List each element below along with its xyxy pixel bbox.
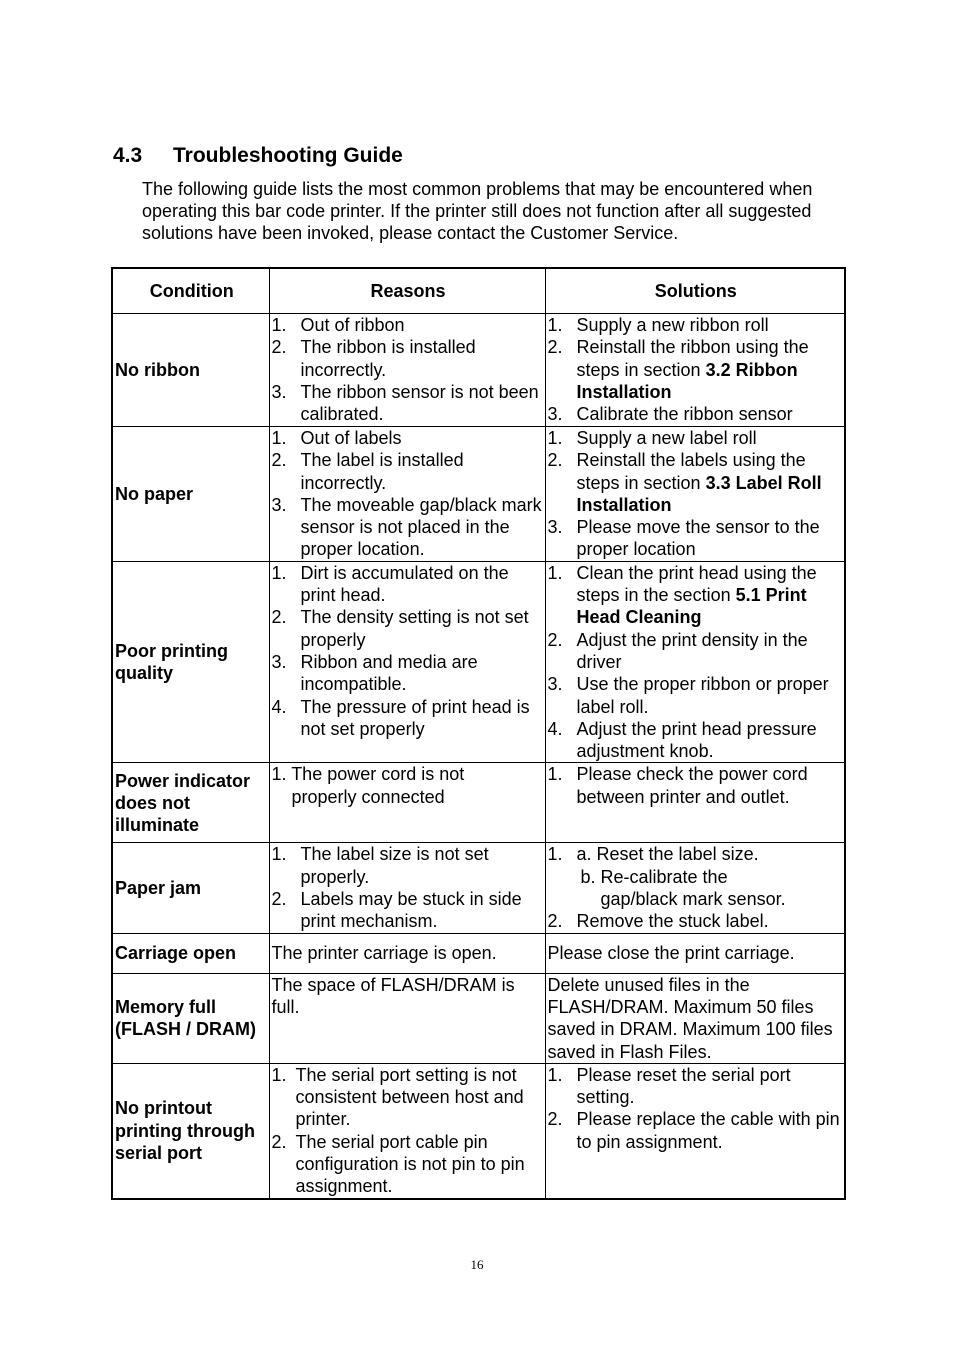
list-item: 1. Please reset the serial port setting. — [547, 1064, 791, 1108]
list-item: 1. The label size is not set properly. — [271, 844, 489, 887]
table-row — [112, 427, 845, 562]
table-row — [112, 933, 845, 973]
table-row — [112, 973, 845, 1063]
section-heading — [113, 144, 403, 168]
list-item: 3. Use the proper ribbon or proper label roll. — [547, 674, 829, 717]
list-item: 1. Out of labels — [271, 428, 402, 448]
list-item: 4. The pressure of print head is not set properly — [271, 696, 530, 739]
list-item: 2. Adjust the print density in the driver — [547, 629, 808, 672]
table-row — [112, 561, 845, 763]
list-item: 1. Dirt is accumulated on the print head. — [271, 562, 509, 606]
header-reasons: Reasons — [269, 268, 545, 314]
list-item: 1. Please check the power cord between printer and outlet. — [547, 764, 808, 807]
condition-cell: No printout printing through serial port — [112, 1063, 269, 1198]
header-solutions: Solutions — [545, 268, 845, 314]
reasons-cell — [269, 1063, 545, 1198]
condition-cell: Memory full (FLASH / DRAM) — [112, 973, 269, 1063]
list-item: 1. Supply a new ribbon roll — [547, 315, 769, 335]
condition-cell: No paper — [112, 427, 269, 562]
list-item: 2. Reinstall the ribbon using the steps in section 3.2 Ribbon Installation — [547, 337, 809, 402]
troubleshooting-table — [111, 267, 846, 1200]
condition-cell: No ribbon — [112, 314, 269, 427]
list-item: 3. The moveable gap/black mark sensor is not placed in the proper location. — [271, 494, 542, 560]
solutions-cell — [545, 843, 845, 933]
solutions-cell — [545, 763, 845, 843]
reasons-cell — [269, 843, 545, 933]
page-number: 16 — [470, 1257, 484, 1272]
list-item: 2. Please replace the cable with pin to pin assignment. — [547, 1109, 840, 1152]
list-item: 3. Calibrate the ribbon sensor — [547, 404, 793, 425]
list-item: 4. Adjust the print head pressure adjustment knob. — [547, 718, 817, 762]
condition-cell: Carriage open — [112, 933, 269, 973]
section-title: Troubleshooting Guide — [173, 144, 403, 167]
sub-step: b. Re-calibrate the — [580, 866, 728, 887]
reason-line: 1. The power cord is not — [271, 764, 465, 785]
list-item: 1. Supply a new label roll — [547, 428, 757, 448]
table-row — [112, 843, 845, 933]
list-item: 1. a. Reset the label size. — [547, 844, 759, 865]
list-item: 1. Out of ribbon — [271, 315, 405, 335]
list-item: 2. The density setting is not set properly — [271, 607, 529, 650]
table-row — [112, 314, 845, 427]
intro-paragraph: The following guide lists the most common problems that may be encountered when operating this bar code printer. If the printer still does not function after all suggested solutions have been invoked, please contact the Customer Service. — [142, 179, 813, 243]
list-item: 3. Please move the sensor to the proper location — [547, 517, 820, 560]
reasons-cell: The space of FLASH/DRAM is full. — [269, 973, 545, 1063]
list-item: 3. The ribbon sensor is not been calibrated. — [271, 381, 539, 425]
list-item: 3. Ribbon and media are incompatible. — [271, 651, 478, 695]
reasons-cell: The printer carriage is open. — [269, 933, 545, 973]
solutions-cell — [545, 427, 845, 562]
list-item: 1. Clean the print head using the steps in the section 5.1 Print Head Cleaning — [547, 562, 817, 628]
list-item: 2. The label is installed incorrectly. — [271, 450, 464, 493]
list-item: 2. The serial port cable pin configuration is not pin to pin assignment. — [271, 1131, 525, 1197]
solutions-cell: Please close the print carriage. — [545, 933, 845, 973]
condition-cell: Power indicator does not illuminate — [112, 763, 269, 843]
solutions-cell — [545, 1063, 845, 1198]
list-item: 2. The ribbon is installed incorrectly. — [271, 337, 476, 380]
solutions-cell — [545, 314, 845, 427]
table-row — [112, 763, 845, 843]
list-item: 2. Labels may be stuck in side print mechanism. — [271, 889, 522, 932]
list-item: 2. Reinstall the labels using the steps in section 3.3 Label Roll Installation — [547, 450, 822, 515]
condition-cell: Poor printing quality — [112, 561, 269, 763]
header-condition: Condition — [112, 268, 269, 314]
reasons-cell — [269, 314, 545, 427]
section-number: 4.3 — [113, 144, 143, 167]
list-item: 2. Remove the stuck label. — [547, 911, 769, 932]
reason-line: properly connected — [291, 786, 445, 807]
solutions-cell: Delete unused files in the FLASH/DRAM. Maximum 50 files saved in DRAM. Maximum 100 files saved in Flash Files. — [545, 973, 845, 1063]
table-header-row — [112, 268, 845, 314]
list-item: 1. The serial port setting is not consistent between host and printer. — [271, 1064, 524, 1130]
table-row — [112, 1063, 845, 1198]
reasons-cell — [269, 763, 545, 843]
sub-step: gap/black mark sensor. — [600, 889, 786, 910]
reasons-cell — [269, 561, 545, 763]
reasons-cell — [269, 427, 545, 562]
condition-cell: Paper jam — [112, 843, 269, 933]
solutions-cell — [545, 561, 845, 763]
